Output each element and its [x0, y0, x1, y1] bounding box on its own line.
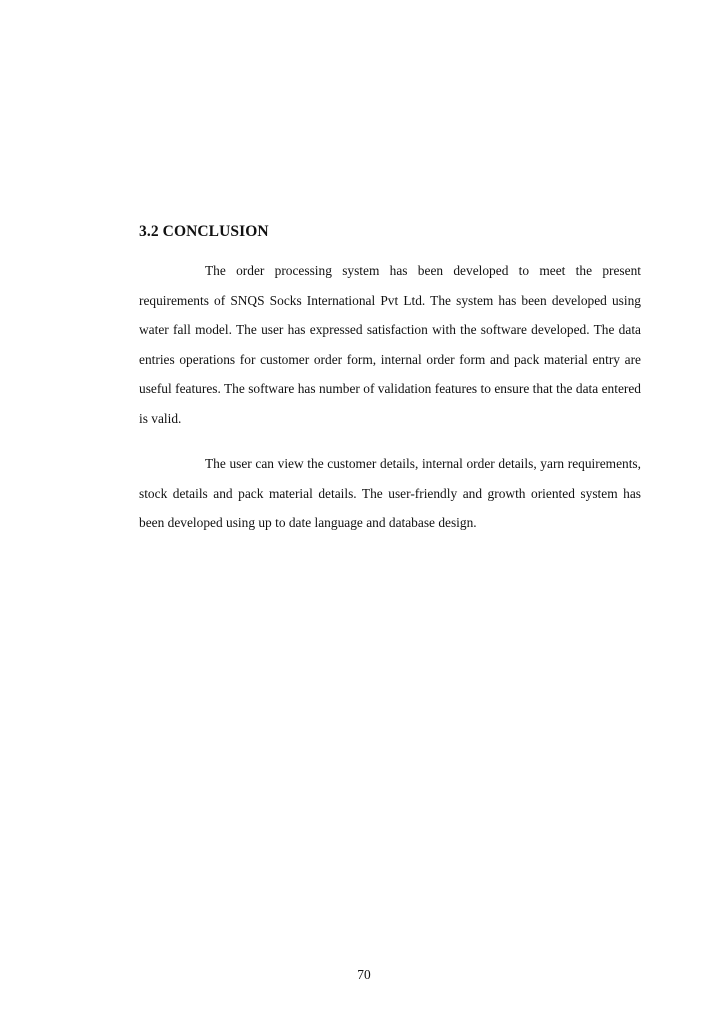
paragraph-conclusion-summary: The order processing system has been developed to meet the present requirements of SNQS Socks International Pvt Ltd. The system has been developed using water fall model. The user has expressed satisfaction with the software developed. The data entries operations for customer order form, internal order form and pack material entry are useful features. The software has number of validation features to ensure that the data entered is valid.	[139, 263, 641, 426]
paragraph-user-features: The user can view the customer details, internal order details, yarn requirements, stock details and pack material details. The user-friendly and growth oriented system has been developed using up to date language and database design.	[139, 456, 641, 531]
page-number: 70	[357, 967, 371, 982]
section-heading: 3.2 CONCLUSION	[139, 223, 269, 240]
